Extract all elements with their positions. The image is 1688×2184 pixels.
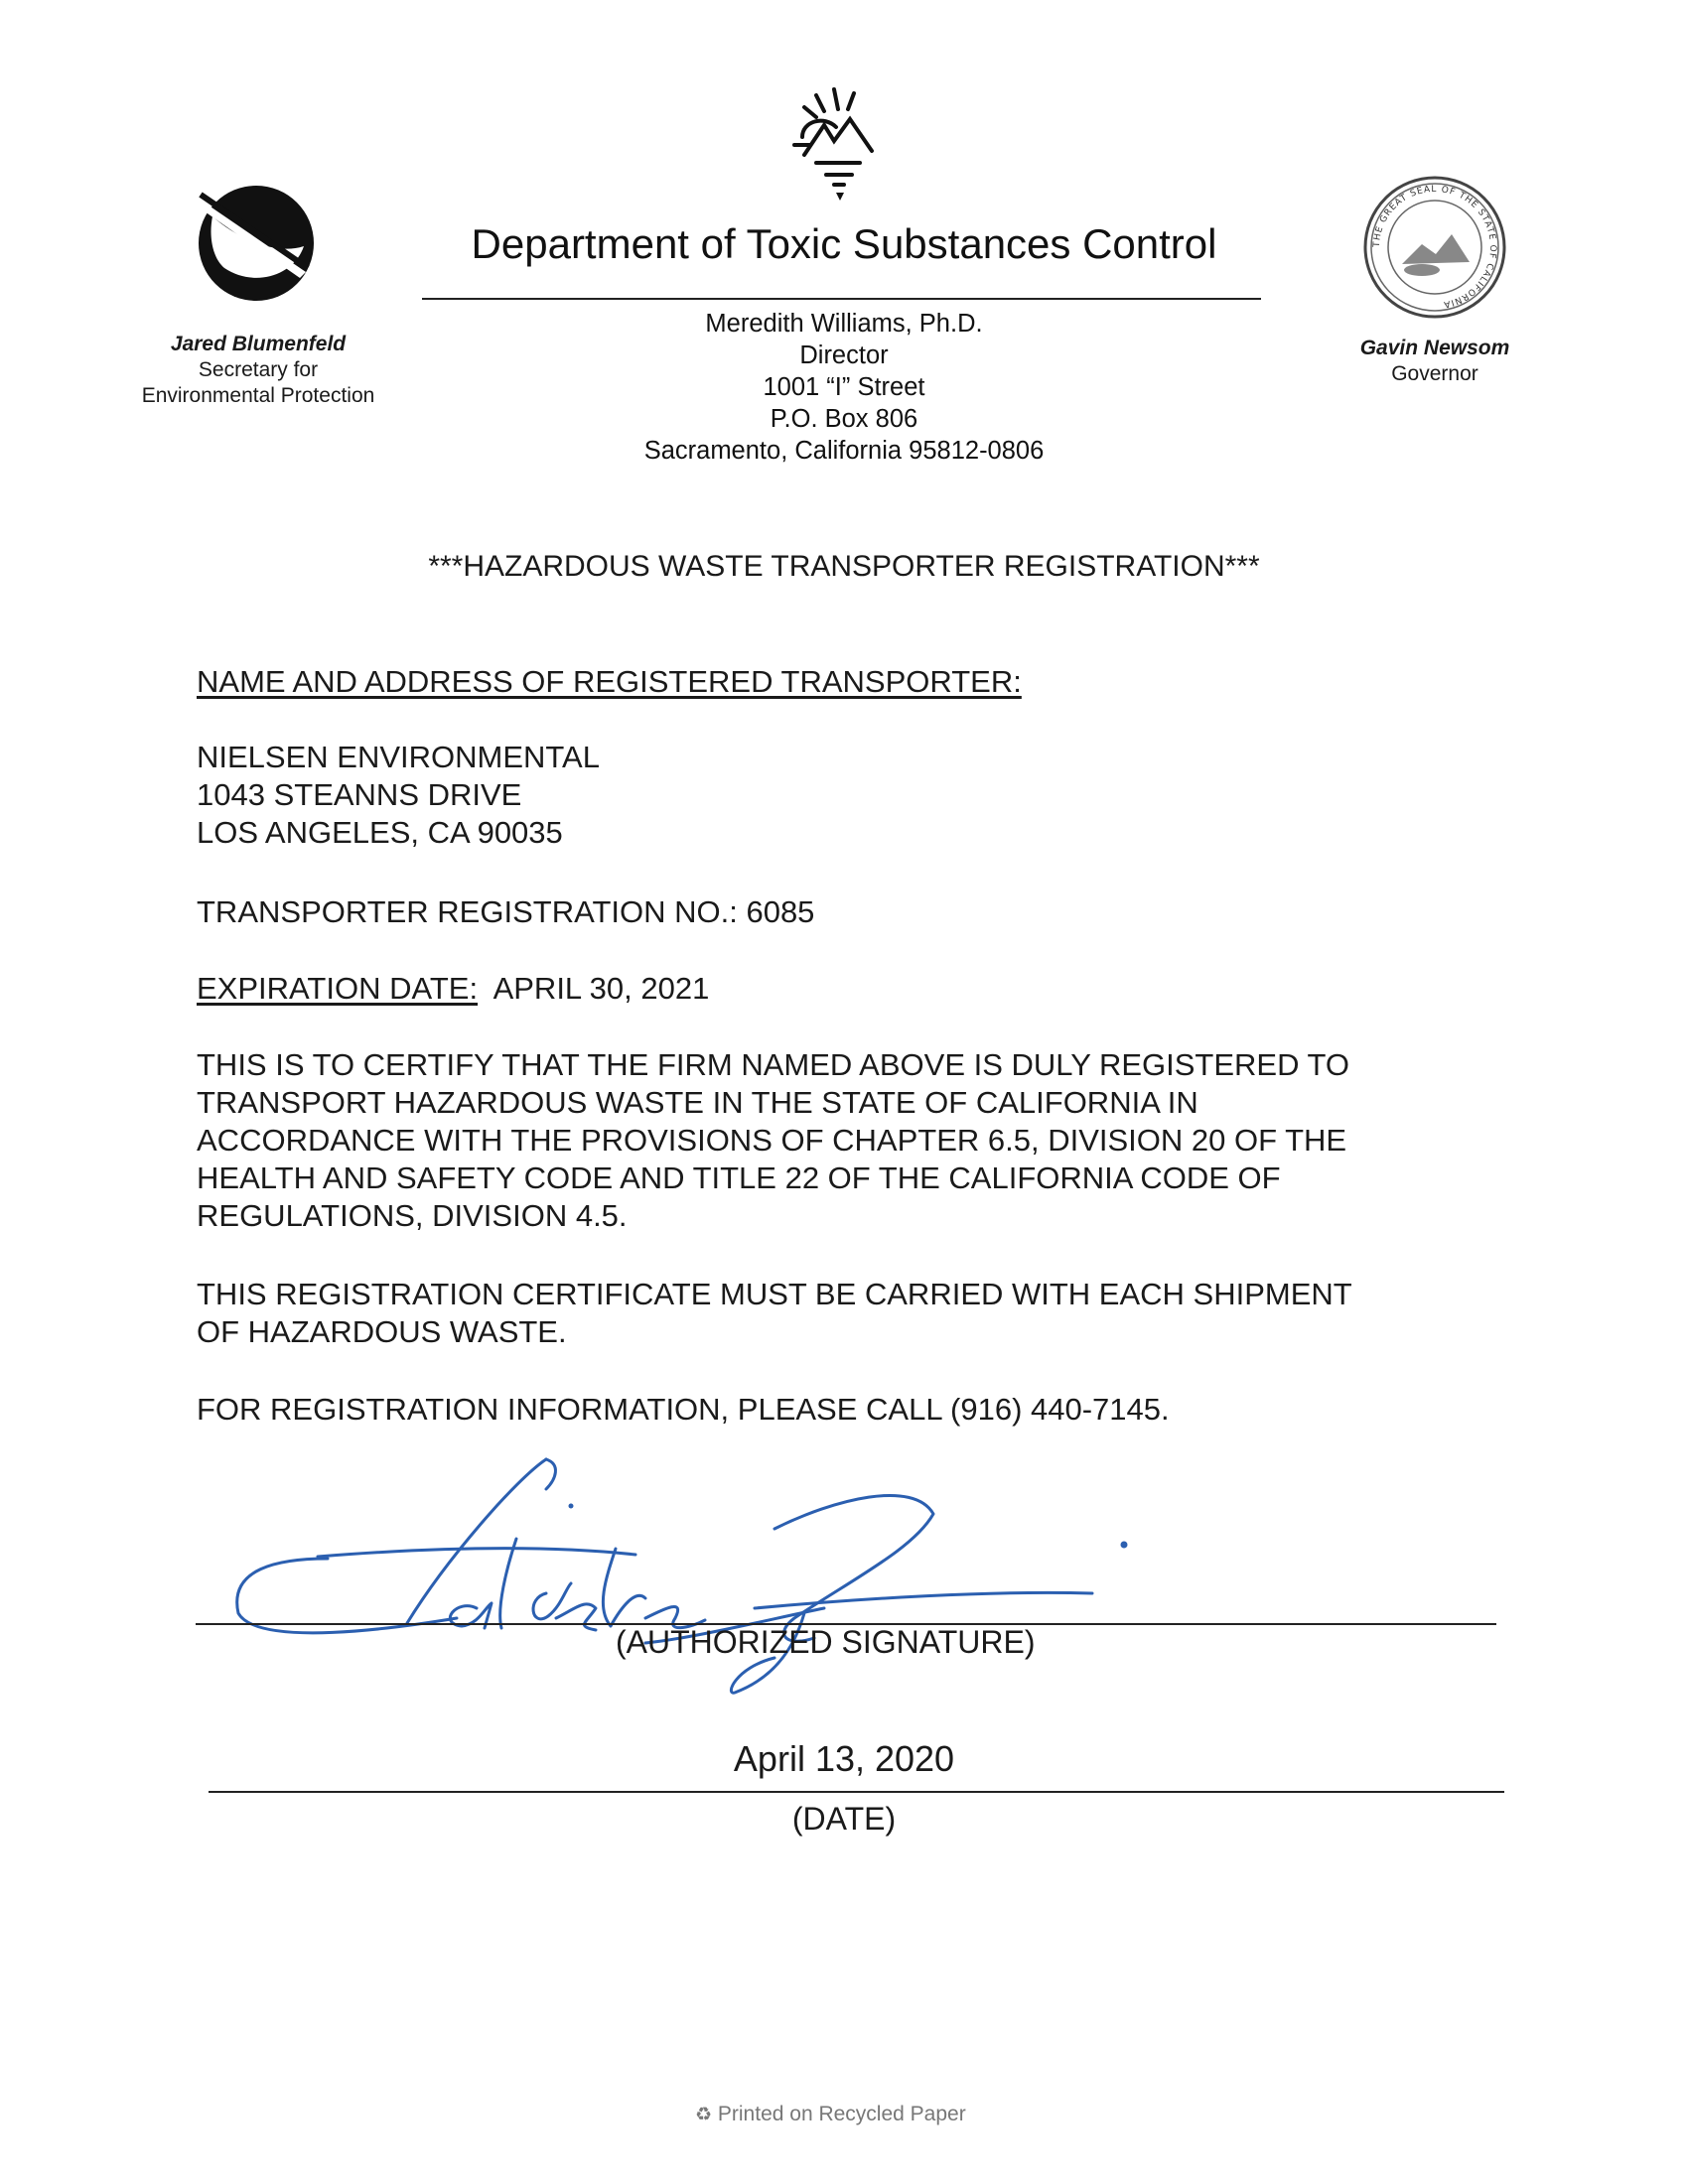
seal-text: THE GREAT SEAL OF THE STATE OF CALIFORNIA: [1371, 184, 1498, 310]
certify-line: HEALTH AND SAFETY CODE AND TITLE 22 OF THE CALIFORNIA CODE OF: [197, 1160, 1281, 1195]
recycled-footer: [695, 2103, 966, 2126]
expiration-value: APRIL 30, 2021: [492, 971, 710, 1006]
secretary-block: [109, 332, 407, 409]
registration-number: TRANSPORTER REGISTRATION NO.: 6085: [197, 894, 815, 929]
secretary-title-2: Environmental Protection: [141, 384, 375, 407]
certify-line: REGULATIONS, DIVISION 4.5.: [197, 1198, 628, 1233]
carry-line: OF HAZARDOUS WASTE.: [197, 1314, 567, 1349]
dtsc-logo: [765, 81, 914, 210]
address-street: 1001 “I” Street: [763, 373, 925, 401]
secretary-title-1: Secretary for: [198, 358, 319, 381]
info-line: FOR REGISTRATION INFORMATION, PLEASE CALL (916) 440-7145.: [197, 1392, 1170, 1427]
expiration-row: [197, 970, 1507, 1008]
signed-date: April 13, 2020: [733, 1738, 955, 1779]
transporter-street: 1043 STEANNS DRIVE: [197, 777, 522, 812]
header-divider: [422, 298, 1261, 300]
transporter-address: [197, 739, 1507, 852]
name-address-label: [197, 663, 1507, 701]
recycle-icon: ♻: [695, 2105, 713, 2125]
svg-text:THE GREAT SEAL OF THE STATE OF: [1372, 185, 1497, 309]
transporter-name: NIELSEN ENVIRONMENTAL: [197, 740, 600, 774]
certify-line: TRANSPORT HAZARDOUS WASTE IN THE STATE OF CALIFORNIA IN: [197, 1085, 1198, 1120]
signature-label: (AUTHORIZED SIGNATURE): [616, 1624, 1036, 1660]
name-address-label-text: NAME AND ADDRESS OF REGISTERED TRANSPORTER:: [197, 664, 1022, 699]
director-block: [516, 308, 1172, 467]
address-city: Sacramento, California 95812-0806: [643, 437, 1045, 465]
transporter-city: LOS ANGELES, CA 90035: [197, 815, 563, 850]
department-title: Department of Toxic Substances Control: [471, 220, 1217, 267]
document-heading: ***HAZARDOUS WASTE TRANSPORTER REGISTRATION***: [428, 550, 1260, 583]
date-label: (DATE): [791, 1801, 897, 1837]
certify-paragraph: [197, 1046, 1507, 1235]
recycled-text: Printed on Recycled Paper: [717, 2103, 966, 2125]
carry-paragraph: [197, 1276, 1507, 1351]
governor-name: Gavin Newsom: [1359, 337, 1510, 359]
carry-line: THIS REGISTRATION CERTIFICATE MUST BE CARRIED WITH EACH SHIPMENT: [197, 1277, 1352, 1311]
date-line: [209, 1791, 1504, 1793]
director-title: Director: [799, 341, 889, 369]
governor-block: [1301, 336, 1569, 387]
governor-title: Governor: [1391, 362, 1478, 385]
address-pobox: P.O. Box 806: [770, 405, 918, 433]
director-name: Meredith Williams, Ph.D.: [705, 310, 983, 338]
state-seal: [1362, 175, 1507, 320]
secretary-name: Jared Blumenfeld: [170, 333, 347, 355]
certify-line: THIS IS TO CERTIFY THAT THE FIRM NAMED ABOVE IS DULY REGISTERED TO: [197, 1047, 1350, 1082]
expiration-label: EXPIRATION DATE:: [197, 971, 479, 1006]
handwritten-signature: [218, 1449, 1211, 1707]
certify-line: ACCORDANCE WITH THE PROVISIONS OF CHAPTER 6.5, DIVISION 20 OF THE: [197, 1123, 1347, 1158]
